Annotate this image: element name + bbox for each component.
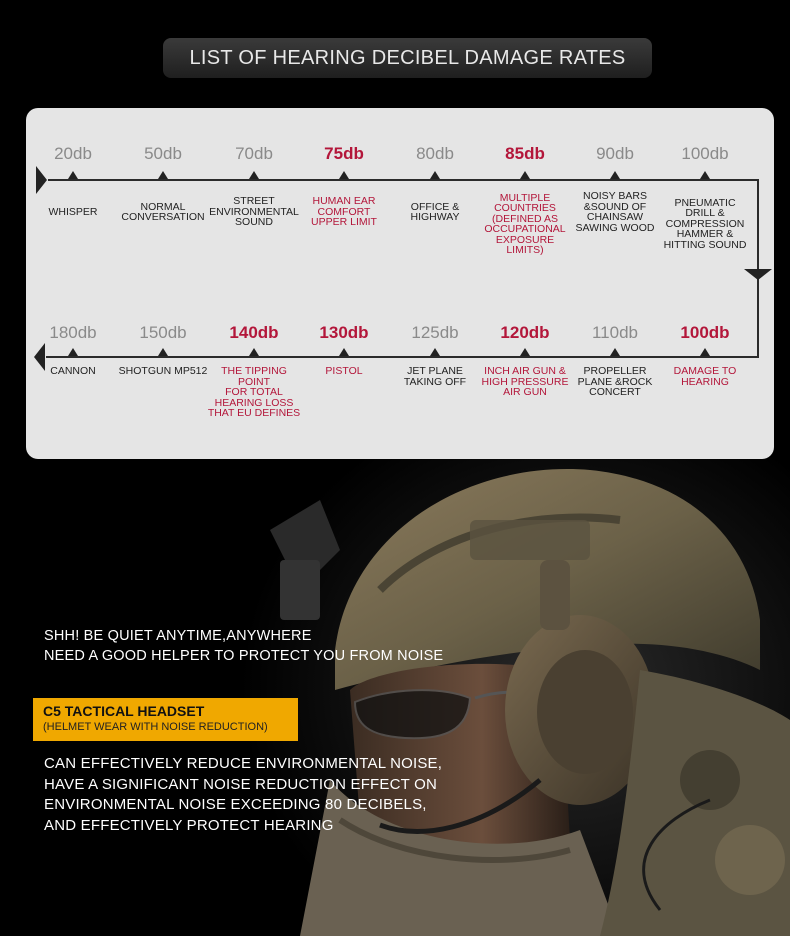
decibel-value: 100db xyxy=(680,323,730,342)
decibel-source-label: THE TIPPING POINT FOR TOTAL HEARING LOSS THAT EU DEFINES xyxy=(207,365,301,419)
decibel-value: 110db xyxy=(591,323,638,342)
decibel-value: 70db xyxy=(235,144,273,163)
description-line: HAVE A SIGNIFICANT NOISE REDUCTION EFFECT ON xyxy=(44,775,438,793)
decibel-value: 180db xyxy=(49,323,97,342)
timeline-tick-icon xyxy=(700,171,710,179)
decibel-source-label: INCH AIR GUN & HIGH PRESSURE AIR GUN xyxy=(481,365,569,398)
decibel-source-label: DAMAGE TO HEARING xyxy=(673,365,737,388)
slogan-line-2: NEED A GOOD HELPER TO PROTECT YOU FROM NOISE xyxy=(44,648,444,664)
timeline-tick-icon xyxy=(610,171,620,179)
timeline-tick-icon xyxy=(520,171,530,179)
decibel-value: 90db xyxy=(596,144,634,163)
timeline-start-arrow-icon xyxy=(36,166,47,194)
decibel-source-label: WHISPER xyxy=(48,205,98,218)
timeline-tick-icon xyxy=(158,348,168,356)
decibel-value: 130db xyxy=(319,323,369,342)
decibel-chart-panel xyxy=(26,108,774,459)
timeline-tick-icon xyxy=(610,348,620,356)
timeline-tick-icon xyxy=(339,171,349,179)
decibel-value: 50db xyxy=(144,144,182,163)
decibel-source-label: OFFICE & HIGHWAY xyxy=(410,200,460,223)
timeline-tick-icon xyxy=(430,348,440,356)
decibel-value: 150db xyxy=(139,323,187,342)
decibel-source-label: PISTOL xyxy=(325,365,363,377)
decibel-source-label: JET PLANE TAKING OFF xyxy=(403,365,467,388)
timeline-turn-arrow-icon xyxy=(744,269,772,280)
soldier-headset-photo xyxy=(240,440,790,936)
page-title: LIST OF HEARING DECIBEL DAMAGE RATES xyxy=(163,38,652,78)
timeline-tick-icon xyxy=(158,171,168,179)
timeline-tick-icon xyxy=(249,348,259,356)
decibel-value: 85db xyxy=(505,144,545,163)
slogan xyxy=(44,626,443,666)
decibel-source-label: CANNON xyxy=(50,365,96,377)
decibel-value: 140db xyxy=(229,323,279,342)
decibel-source-label: PNEUMATIC DRILL & COMPRESSION HAMMER & HITTING SOUND xyxy=(663,196,747,251)
decibel-source-label: STREET ENVIRONMENTAL SOUND xyxy=(209,195,299,229)
timeline-top xyxy=(48,179,759,181)
product-badge xyxy=(33,698,298,741)
timeline-tick-icon xyxy=(68,348,78,356)
decibel-source-label: SHOTGUN MP512 xyxy=(118,365,208,377)
timeline-tick-icon xyxy=(430,171,440,179)
timeline-bottom xyxy=(46,356,759,358)
description-line: ENVIRONMENTAL NOISE EXCEEDING 80 DECIBELS, xyxy=(44,796,427,813)
product-description xyxy=(44,754,442,836)
timeline-tick-icon xyxy=(700,348,710,356)
slogan-line-1: SHH! BE QUIET ANYTIME,ANYWHERE xyxy=(44,628,312,644)
product-subtitle: (HELMET WEAR WITH NOISE REDUCTION) xyxy=(43,721,268,733)
decibel-source-label: PROPELLER PLANE &ROCK CONCERT xyxy=(577,365,653,398)
timeline-tick-icon xyxy=(339,348,349,356)
decibel-source-label: HUMAN EAR COMFORT UPPER LIMIT xyxy=(311,195,377,229)
decibel-value: 75db xyxy=(324,144,364,163)
decibel-source-label: NORMAL CONVERSATION xyxy=(121,200,205,223)
decibel-value: 120db xyxy=(500,323,550,342)
decibel-value: 80db xyxy=(416,144,454,163)
description-line: CAN EFFECTIVELY REDUCE ENVIRONMENTAL NOISE, xyxy=(44,755,443,772)
description-line: AND EFFECTIVELY PROTECT HEARING xyxy=(44,816,334,834)
product-name: C5 TACTICAL HEADSET xyxy=(43,703,205,719)
decibel-source-label: MULTIPLE COUNTRIES (DEFINED AS OCCUPATIONAL EXPOSURE LIMITS) xyxy=(484,191,566,256)
decibel-value: 100db xyxy=(681,144,729,163)
timeline-tick-icon xyxy=(68,171,78,179)
decibel-source-label: NOISY BARS &SOUND OF CHAINSAW SAWING WOOD xyxy=(575,190,655,234)
timeline-tick-icon xyxy=(249,171,259,179)
timeline-tick-icon xyxy=(520,348,530,356)
decibel-value: 20db xyxy=(54,144,92,163)
decibel-value: 125db xyxy=(411,323,459,342)
